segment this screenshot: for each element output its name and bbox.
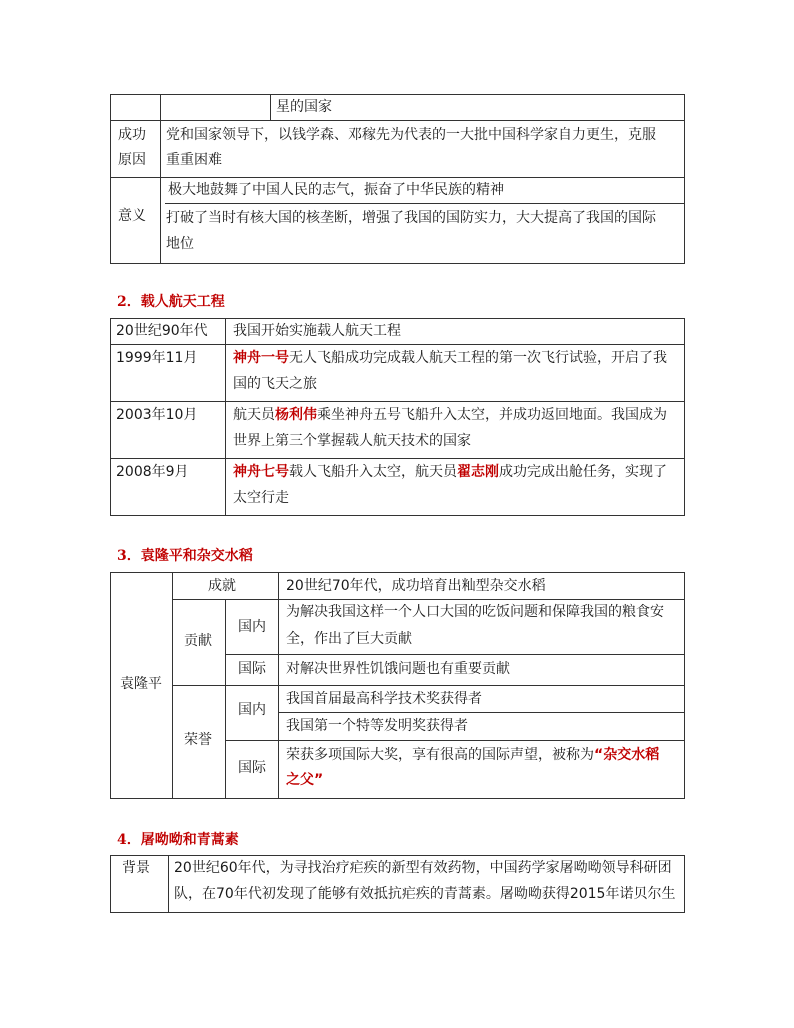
row-label: 荣誉: [184, 732, 212, 748]
cell-text: 荣获多项国际大奖，享有很高的国际声望，被称为: [286, 747, 594, 763]
table-cell: 地位: [166, 236, 194, 252]
sub-label: 国际: [238, 760, 266, 776]
cell-text: 成功完成出舱任务，实现了: [499, 464, 667, 480]
highlight-text: 之父”: [286, 772, 324, 788]
row-label: 成就: [208, 578, 236, 594]
person-label: 袁隆平: [120, 676, 162, 692]
row-label: 意义: [118, 208, 146, 224]
table-cell: 我国开始实施载人航天工程: [233, 323, 401, 339]
highlight-text: 神舟一号: [233, 350, 289, 366]
highlight-text: 神舟七号: [233, 464, 289, 480]
date-cell: 1999年11月: [116, 350, 198, 366]
table-cell: 20世纪70年代，成功培育出籼型杂交水稻: [286, 578, 546, 594]
cell-text: 航天员: [233, 407, 275, 423]
highlight-text: “杂交水稻: [594, 747, 660, 763]
section-heading: 3．袁隆平和杂交水稻: [117, 548, 253, 564]
row-label: 背景: [122, 860, 150, 876]
section-heading: 2．载人航天工程: [117, 294, 225, 310]
table-cell: 为解决我国这样一个人口大国的吃饭问题和保障我国的粮食安: [286, 604, 664, 620]
table-cell: [233, 462, 667, 482]
table-cell: 重重困难: [166, 152, 222, 168]
table-cell: 世界上第三个掌握载人航天技术的国家: [233, 433, 471, 449]
table-cell: [286, 745, 659, 765]
table-cell: 极大地鼓舞了中国人民的志气，振奋了中华民族的精神: [168, 182, 504, 198]
table-cell: 星的国家: [276, 99, 332, 115]
highlight-text: 杨利伟: [275, 407, 317, 423]
table-cell: [233, 405, 667, 425]
table-cell: 我国第一个特等发明奖获得者: [286, 718, 468, 734]
table-cell: 国的飞天之旅: [233, 376, 317, 392]
row-label: 贡献: [184, 633, 212, 649]
table-cell: 我国首届最高科学技术奖获得者: [286, 691, 482, 707]
highlight-text: 翟志刚: [457, 464, 499, 480]
sub-label: 国际: [238, 661, 266, 677]
table-cell: 太空行走: [233, 490, 289, 506]
date-cell: 2008年9月: [116, 464, 189, 480]
row-label: 成功: [118, 127, 146, 143]
sub-label: 国内: [238, 702, 266, 718]
cell-text: 载人飞船升入太空，航天员: [289, 464, 457, 480]
table-cell: 对解决世界性饥饿问题也有重要贡献: [286, 661, 510, 677]
date-cell: 20世纪90年代: [116, 323, 208, 339]
row-label: 原因: [118, 152, 146, 168]
table-cell: [233, 348, 667, 368]
table-cell: 队，在70年代初发现了能够有效抵抗疟疾的青蒿素。屠呦呦获得2015年诺贝尔生: [174, 886, 676, 902]
cell-text: 无人飞船成功完成载人航天工程的第一次飞行试验，开启了我: [289, 350, 667, 366]
table-cell: 全，作出了巨大贡献: [286, 631, 412, 647]
table-cell: 20世纪60年代，为寻找治疗疟疾的新型有效药物，中国药学家屠呦呦领导科研团: [174, 860, 672, 876]
table-cell: 打破了当时有核大国的核垄断，增强了我国的国防实力，大大提高了我国的国际: [166, 210, 656, 226]
sub-label: 国内: [238, 619, 266, 635]
cell-text: 乘坐神舟五号飞船升入太空，并成功返回地面。我国成为: [317, 407, 667, 423]
date-cell: 2003年10月: [116, 407, 198, 423]
table-cell: 党和国家领导下，以钱学森、邓稼先为代表的一大批中国科学家自力更生，克服: [166, 127, 656, 143]
section-heading: 4．屠呦呦和青蒿素: [117, 832, 239, 848]
